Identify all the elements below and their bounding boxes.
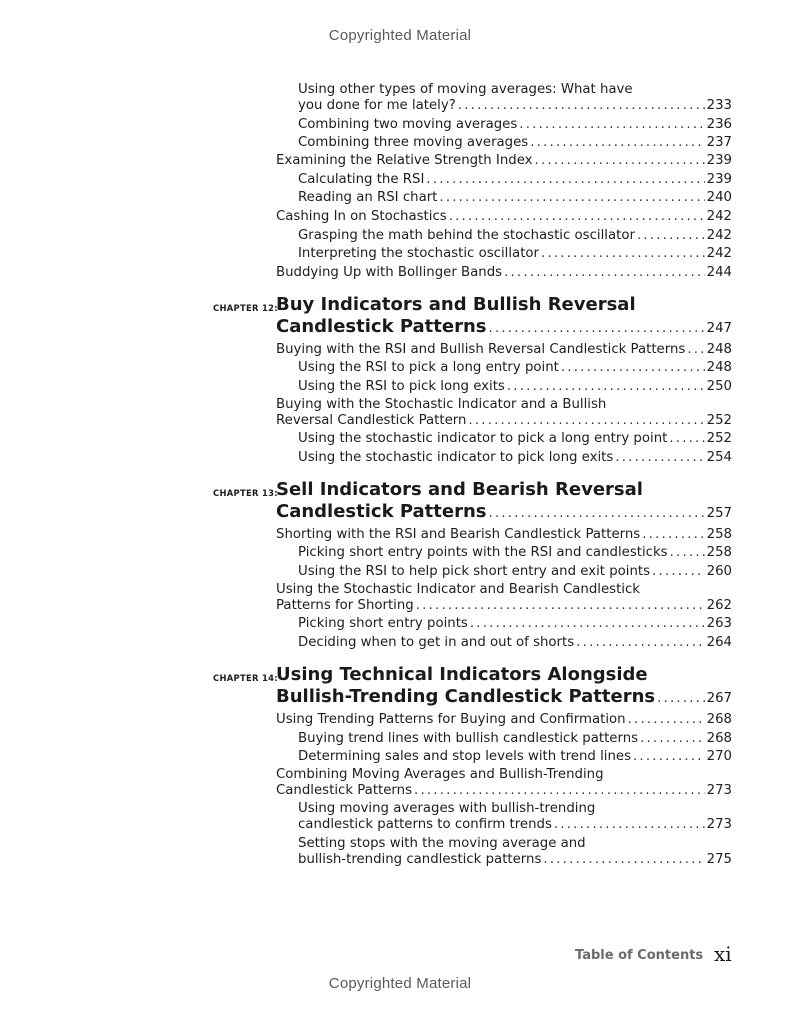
toc-entry[interactable] <box>298 379 732 395</box>
toc-entry[interactable] <box>298 172 732 188</box>
toc-entry-text: Interpreting the stochastic oscillator <box>298 246 540 261</box>
dot-leader <box>541 246 705 262</box>
dot-leader <box>426 172 704 188</box>
chapter-title-line1: Sell Indicators and Bearish Reversal <box>276 479 643 500</box>
toc-entry-text: Reversal Candlestick Pattern <box>276 413 467 428</box>
chapter-title-line1: Buy Indicators and Bullish Reversal <box>276 294 636 315</box>
chapter-title[interactable] <box>276 479 732 525</box>
toc-entry[interactable] <box>276 342 732 358</box>
toc-entry-text: Combining three moving averages <box>298 135 529 150</box>
chapter-title-line2: Bullish-Trending Candlestick Patterns <box>276 686 656 707</box>
toc-entry-text-line1: Using the Stochastic Indicator and Bearish Candlestick <box>276 582 640 597</box>
dot-leader <box>530 135 704 151</box>
toc-page-number: 242 <box>706 209 732 224</box>
dot-leader <box>628 712 705 728</box>
chapter-title[interactable] <box>276 294 732 340</box>
toc-entry-text: Cashing In on Stochastics <box>276 209 447 224</box>
toc-page-number: 273 <box>706 817 732 832</box>
dot-leader <box>470 616 705 632</box>
toc-entry[interactable] <box>276 265 732 281</box>
dot-leader <box>657 688 704 710</box>
dot-leader <box>637 228 705 244</box>
toc-entry[interactable] <box>276 712 732 728</box>
toc-page-number: 264 <box>706 635 732 650</box>
dot-leader <box>561 360 705 376</box>
chapter-label: CHAPTER 14: <box>213 673 278 683</box>
toc-entry[interactable] <box>298 82 732 114</box>
toc-page-number: 257 <box>706 506 732 521</box>
toc-entry[interactable] <box>298 801 732 833</box>
toc-entry[interactable] <box>276 209 732 225</box>
toc-entry[interactable] <box>298 246 732 262</box>
toc-entry-text: Using the RSI to pick long exits <box>298 379 505 394</box>
toc-page-number: 262 <box>706 598 732 613</box>
toc-entry[interactable] <box>298 731 732 747</box>
toc-entry[interactable] <box>298 135 732 151</box>
toc-entry-text: Candlestick Patterns <box>276 783 413 798</box>
dot-leader <box>669 431 704 447</box>
chapter-title[interactable] <box>276 664 732 710</box>
toc-entry-text: Shorting with the RSI and Bearish Candlestick Patterns <box>276 527 641 542</box>
toc-entry-text: Picking short entry points with the RSI and candlesticks <box>298 545 668 560</box>
toc-page-number: 237 <box>706 135 732 150</box>
chapter-label: CHAPTER 13: <box>213 488 278 498</box>
toc-page-number: 247 <box>706 321 732 336</box>
toc-entry[interactable] <box>298 190 732 206</box>
toc-page-number: 248 <box>706 342 732 357</box>
toc-page-number: 258 <box>706 527 732 542</box>
toc-entry[interactable] <box>298 836 732 868</box>
toc-entry-text: Picking short entry points <box>298 616 468 631</box>
toc-page-number: 242 <box>706 228 732 243</box>
dot-leader <box>670 545 705 561</box>
toc-page-number: 236 <box>706 117 732 132</box>
toc-entry[interactable] <box>276 582 732 614</box>
dot-leader <box>468 413 704 429</box>
chapter-label: CHAPTER 12: <box>213 303 278 313</box>
dot-leader <box>615 450 704 466</box>
toc-entry-text: Deciding when to get in and out of shorts <box>298 635 575 650</box>
toc-page-number: 252 <box>706 413 732 428</box>
dot-leader <box>449 209 705 225</box>
toc-page-number: 240 <box>706 190 732 205</box>
copyright-watermark-bottom: Copyrighted Material <box>328 975 472 992</box>
dot-leader <box>489 503 705 525</box>
toc-entry[interactable] <box>298 117 732 133</box>
toc-page-number: 233 <box>706 98 732 113</box>
dot-leader <box>687 342 704 358</box>
toc-page-number: 268 <box>706 731 732 746</box>
dot-leader <box>543 852 704 868</box>
toc-page-number: 239 <box>706 153 732 168</box>
dot-leader <box>507 379 705 395</box>
toc-entry[interactable] <box>298 564 732 580</box>
chapter-title-line2: Candlestick Patterns <box>276 316 487 337</box>
toc-entry[interactable] <box>298 635 732 651</box>
toc-entry-text: Using Trending Patterns for Buying and Confirmation <box>276 712 626 727</box>
toc-entry[interactable] <box>298 545 732 561</box>
toc-entry[interactable] <box>298 616 732 632</box>
toc-entry-text: you done for me lately? <box>298 98 456 113</box>
toc-entry-text: Buying with the RSI and Bullish Reversal Candlestick Patterns <box>276 342 686 357</box>
dot-leader <box>640 731 705 747</box>
chapter-title-line1: Using Technical Indicators Alongside <box>276 664 648 685</box>
toc-entry[interactable] <box>276 767 732 799</box>
dot-leader <box>576 635 704 651</box>
toc-entry[interactable] <box>298 360 732 376</box>
toc-page-number: 273 <box>706 783 732 798</box>
dot-leader <box>504 265 705 281</box>
toc-entry-text-line1: Setting stops with the moving average and <box>298 836 586 851</box>
toc-entry-text: Grasping the math behind the stochastic oscillator <box>298 228 635 243</box>
toc-entry-text-line1: Using other types of moving averages: What have <box>298 82 633 97</box>
dot-leader <box>414 783 705 799</box>
toc-page-number: 254 <box>706 450 732 465</box>
footer-page-number: xi <box>714 942 732 966</box>
dot-leader <box>652 564 705 580</box>
toc-entry-text: Calculating the RSI <box>298 172 425 187</box>
footer-section-label: Table of Contents <box>575 948 704 963</box>
toc-entry[interactable] <box>298 749 732 765</box>
toc-entry-text-line1: Combining Moving Averages and Bullish-Trending <box>276 767 604 782</box>
toc-page-number: 239 <box>706 172 732 187</box>
dot-leader <box>519 117 704 133</box>
toc-entry-text: Buying trend lines with bullish candlestick patterns <box>298 731 639 746</box>
toc-entry-text: Combining two moving averages <box>298 117 518 132</box>
toc-entry[interactable] <box>276 397 732 429</box>
dot-leader <box>554 817 705 833</box>
dot-leader <box>416 598 705 614</box>
toc-entry[interactable] <box>298 431 732 447</box>
toc-entry-text-line1: Buying with the Stochastic Indicator and a Bullish <box>276 397 607 412</box>
toc-entry-text: Using the stochastic indicator to pick long exits <box>298 450 614 465</box>
toc-page-number: 260 <box>706 564 732 579</box>
dot-leader <box>535 153 705 169</box>
dot-leader <box>439 190 704 206</box>
toc-page-number: 267 <box>706 691 732 706</box>
copyright-watermark-top: Copyrighted Material <box>328 27 472 44</box>
toc-entry-text: Buddying Up with Bollinger Bands <box>276 265 503 280</box>
toc-entry-text: candlestick patterns to confirm trends <box>298 817 552 832</box>
toc-page-number: 248 <box>706 360 732 375</box>
toc-entry[interactable] <box>276 527 732 543</box>
dot-leader <box>642 527 704 543</box>
toc-entry-text: Patterns for Shorting <box>276 598 414 613</box>
toc-entry-text-line1: Using moving averages with bullish-trending <box>298 801 596 816</box>
toc-page-number: 258 <box>706 545 732 560</box>
toc-page-number: 263 <box>706 616 732 631</box>
toc-page-number: 270 <box>706 749 732 764</box>
chapter-title-line2: Candlestick Patterns <box>276 501 487 522</box>
toc-page-number: 252 <box>706 431 732 446</box>
toc-entry[interactable] <box>298 228 732 244</box>
toc-page-number: 250 <box>706 379 732 394</box>
toc-entry-text: Using the RSI to help pick short entry and exit points <box>298 564 651 579</box>
toc-page-number: 244 <box>706 265 732 280</box>
dot-leader <box>489 318 705 340</box>
toc-entry[interactable] <box>276 153 732 169</box>
dot-leader <box>633 749 705 765</box>
toc-entry-text: Using the stochastic indicator to pick a long entry point <box>298 431 668 446</box>
toc-entry-text: Reading an RSI chart <box>298 190 438 205</box>
dot-leader <box>458 98 705 114</box>
toc-entry[interactable] <box>298 450 732 466</box>
toc-entry-text: Using the RSI to pick a long entry point <box>298 360 559 375</box>
toc-page-number: 242 <box>706 246 732 261</box>
toc-page-number: 275 <box>706 852 732 867</box>
toc-entry-text: Determining sales and stop levels with trend lines <box>298 749 631 764</box>
toc-page-number: 268 <box>706 712 732 727</box>
toc-entry-text: bullish-trending candlestick patterns <box>298 852 542 867</box>
toc-entry-text: Examining the Relative Strength Index <box>276 153 533 168</box>
